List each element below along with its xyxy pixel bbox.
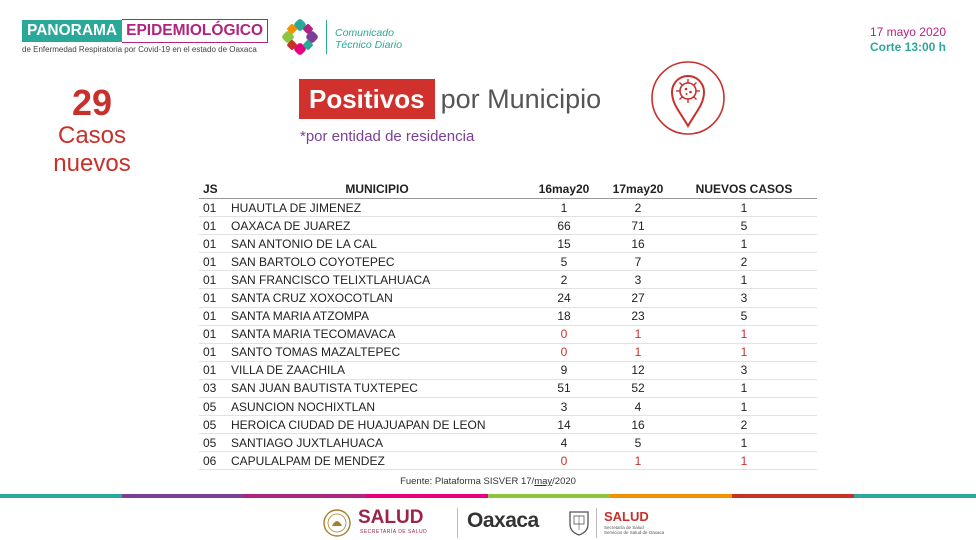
cell-js: 01 — [199, 343, 231, 361]
new-cases-number: 29 — [71, 82, 113, 123]
title-highlight: Positivos — [299, 79, 435, 119]
cell-municipio: HEROICA CIUDAD DE HUAJUAPAN DE LEON — [231, 416, 523, 434]
new-cases-label-2: nuevos — [53, 150, 131, 177]
logo-divider — [457, 508, 458, 538]
cell-nuevos-casos: 5 — [671, 217, 817, 235]
cases-table — [199, 180, 817, 470]
cell-16may20: 15 — [523, 235, 605, 253]
cell-17may20: 4 — [605, 398, 671, 416]
stripe-segment — [366, 494, 488, 498]
flower-icon — [282, 19, 318, 55]
cell-17may20: 52 — [605, 379, 671, 397]
cell-municipio: SAN BARTOLO COYOTEPEC — [231, 253, 523, 271]
table-row — [199, 379, 817, 397]
cell-municipio: CAPULALPAM DE MENDEZ — [231, 452, 523, 470]
cell-17may20: 16 — [605, 416, 671, 434]
cell-16may20: 9 — [523, 361, 605, 379]
comunicado-label: Comunicado Técnico Diario — [335, 27, 403, 51]
cell-17may20: 1 — [605, 343, 671, 361]
cell-16may20: 0 — [523, 325, 605, 343]
cell-16may20: 1 — [523, 199, 605, 217]
table-row — [199, 361, 817, 379]
cell-js: 01 — [199, 253, 231, 271]
brand-epidemiologico: EPIDEMIOLÓGICO — [122, 19, 268, 43]
logo-divider — [596, 508, 597, 538]
page-title — [299, 79, 601, 119]
table-header-row — [199, 180, 817, 199]
cell-js: 03 — [199, 379, 231, 397]
cell-js: 01 — [199, 235, 231, 253]
col-municipio: MUNICIPIO — [231, 180, 523, 199]
cell-nuevos-casos: 3 — [671, 289, 817, 307]
cell-js: 01 — [199, 199, 231, 217]
cell-17may20: 3 — [605, 271, 671, 289]
cell-municipio: HUAUTLA DE JIMENEZ — [231, 199, 523, 217]
cell-municipio: ASUNCION NOCHIXTLAN — [231, 398, 523, 416]
stripe-segment — [854, 494, 976, 498]
footer-logos — [0, 504, 976, 540]
salud-federal-subtitle: SECRETARÍA DE SALUD — [360, 529, 428, 535]
table-row — [199, 307, 817, 325]
cell-js: 05 — [199, 416, 231, 434]
cell-municipio: SANTO TOMAS MAZALTEPEC — [231, 343, 523, 361]
brand-logo — [22, 20, 268, 54]
cell-16may20: 3 — [523, 398, 605, 416]
stripe-segment — [488, 494, 610, 498]
cell-17may20: 16 — [605, 235, 671, 253]
cell-17may20: 1 — [605, 325, 671, 343]
stripe-segment — [244, 494, 366, 498]
cell-municipio: SANTIAGO JUXTLAHUACA — [231, 434, 523, 452]
cell-nuevos-casos: 1 — [671, 398, 817, 416]
cell-municipio: SANTA MARIA TECOMAVACA — [231, 325, 523, 343]
table-row — [199, 199, 817, 217]
col-17may20: 17may20 — [605, 180, 671, 199]
cell-municipio: SAN ANTONIO DE LA CAL — [231, 235, 523, 253]
source-note: Fuente: Plataforma SISVER 17/may/2020 — [400, 476, 576, 487]
cell-js: 01 — [199, 289, 231, 307]
color-stripe — [0, 494, 976, 498]
cell-nuevos-casos: 2 — [671, 253, 817, 271]
cell-js: 01 — [199, 325, 231, 343]
cell-17may20: 12 — [605, 361, 671, 379]
cell-js: 01 — [199, 217, 231, 235]
salud-estatal-logo: SALUD — [604, 509, 649, 524]
cell-17may20: 1 — [605, 452, 671, 470]
cell-16may20: 2 — [523, 271, 605, 289]
cell-17may20: 2 — [605, 199, 671, 217]
cell-nuevos-casos: 1 — [671, 271, 817, 289]
cell-16may20: 0 — [523, 343, 605, 361]
stripe-segment — [0, 494, 122, 498]
cell-js: 01 — [199, 361, 231, 379]
cell-js: 05 — [199, 434, 231, 452]
cell-nuevos-casos: 1 — [671, 343, 817, 361]
cell-nuevos-casos: 1 — [671, 434, 817, 452]
table-row — [199, 271, 817, 289]
cell-16may20: 51 — [523, 379, 605, 397]
cell-17may20: 5 — [605, 434, 671, 452]
mexico-seal-icon — [322, 508, 352, 538]
cell-municipio: SAN FRANCISCO TELIXTLAHUACA — [231, 271, 523, 289]
cell-municipio: SANTA MARIA ATZOMPA — [231, 307, 523, 325]
cell-16may20: 66 — [523, 217, 605, 235]
stripe-segment — [732, 494, 854, 498]
corte-text: Corte 13:00 h — [869, 40, 946, 54]
cell-nuevos-casos: 1 — [671, 325, 817, 343]
cell-js: 06 — [199, 452, 231, 470]
cell-17may20: 7 — [605, 253, 671, 271]
cell-nuevos-casos: 2 — [671, 416, 817, 434]
cell-16may20: 4 — [523, 434, 605, 452]
table-row — [199, 416, 817, 434]
cell-municipio: SANTA CRUZ XOXOCOTLAN — [231, 289, 523, 307]
table-row — [199, 289, 817, 307]
col-js: JS — [199, 180, 231, 199]
cell-nuevos-casos: 5 — [671, 307, 817, 325]
col-nuevos-casos: NUEVOS CASOS — [671, 180, 817, 199]
cell-nuevos-casos: 1 — [671, 235, 817, 253]
virus-location-pin-icon — [650, 60, 726, 136]
new-cases-label-1: Casos — [57, 122, 127, 149]
table-row — [199, 253, 817, 271]
cell-js: 01 — [199, 307, 231, 325]
cell-nuevos-casos: 1 — [671, 199, 817, 217]
cell-municipio: SAN JUAN BAUTISTA TUXTEPEC — [231, 379, 523, 397]
brand-panorama: PANORAMA — [22, 20, 122, 42]
col-16may20: 16may20 — [523, 180, 605, 199]
brand-subtitle: de Enfermedad Respiratoria por Covid-19 en el estado de Oaxaca — [22, 45, 257, 54]
residence-note: *por entidad de residencia — [300, 128, 475, 145]
new-cases-counter — [40, 84, 144, 178]
stripe-segment — [122, 494, 244, 498]
table-row — [199, 235, 817, 253]
table-row — [199, 325, 817, 343]
oaxaca-shield-icon — [568, 510, 590, 536]
cell-17may20: 27 — [605, 289, 671, 307]
table-row — [199, 398, 817, 416]
cell-municipio: OAXACA DE JUAREZ — [231, 217, 523, 235]
salud-federal-logo: SALUD — [358, 507, 424, 528]
cell-nuevos-casos: 1 — [671, 379, 817, 397]
cell-17may20: 23 — [605, 307, 671, 325]
cell-js: 05 — [199, 398, 231, 416]
stripe-segment — [610, 494, 732, 498]
date-text: 17 mayo 2020 — [869, 25, 946, 39]
header-divider — [326, 20, 327, 54]
cell-16may20: 24 — [523, 289, 605, 307]
cell-js: 01 — [199, 271, 231, 289]
report-date — [870, 25, 946, 55]
cell-municipio: VILLA DE ZAACHILA — [231, 361, 523, 379]
cell-nuevos-casos: 3 — [671, 361, 817, 379]
cell-16may20: 0 — [523, 452, 605, 470]
salud-estatal-subtitle: Secretaría de Salud Servicios de Salud de Oaxaca — [604, 525, 665, 535]
cell-16may20: 5 — [523, 253, 605, 271]
table-row — [199, 452, 817, 470]
cell-nuevos-casos: 1 — [671, 452, 817, 470]
table-row — [199, 434, 817, 452]
title-rest: por Municipio — [440, 84, 602, 114]
cell-16may20: 14 — [523, 416, 605, 434]
cell-17may20: 71 — [605, 217, 671, 235]
cell-16may20: 18 — [523, 307, 605, 325]
oaxaca-logo: Oaxaca — [467, 509, 539, 532]
table-row — [199, 217, 817, 235]
table-row — [199, 343, 817, 361]
